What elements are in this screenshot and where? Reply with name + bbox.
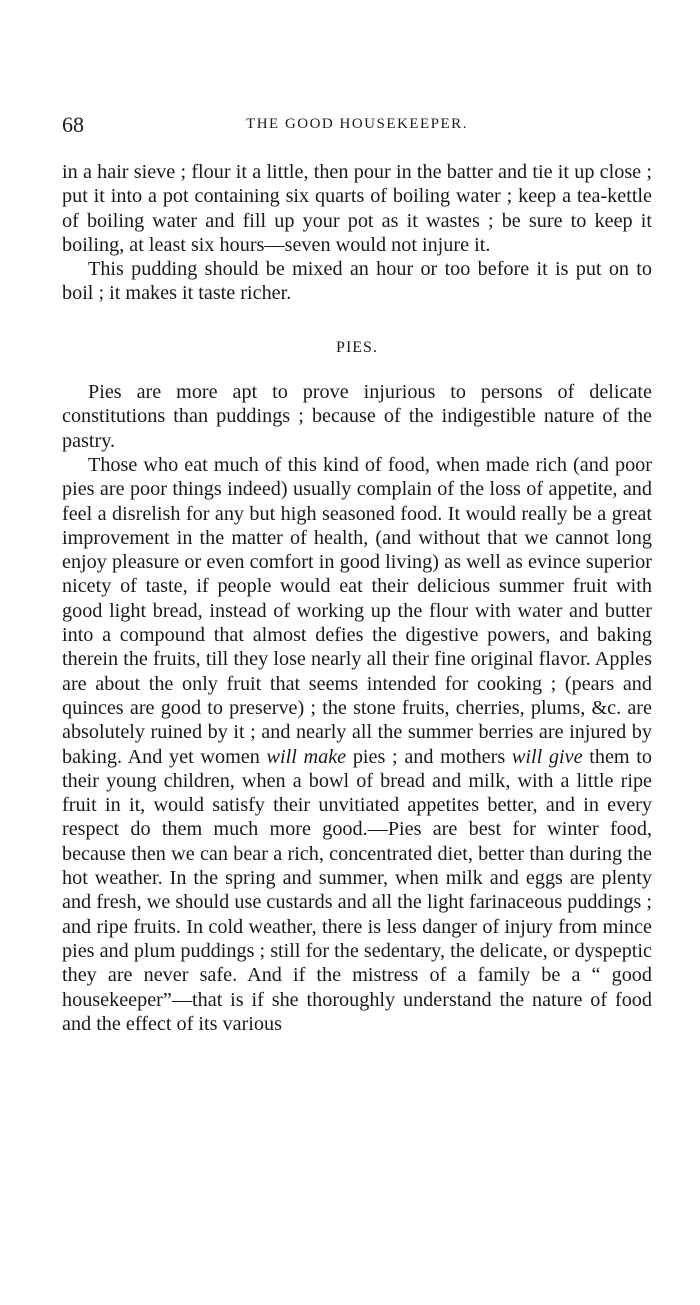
page-number: 68 [62,112,84,137]
page-body [62,160,652,1036]
text-run: them to their young children, when a bowl of bread and milk, with a little ripe fruit in it, would satisfy their unvitiated appetites better, and in every respect do them much more good.—Pies are best for winter food, because then we can bear a rich, concentrated diet, better than during the hot weather. In the spring and summer, when milk and eggs are plenty and fresh, we should use custards and all the light farinaceous puddings ; and ripe fruits. In cold weather, there is less danger of injury from mince pies and plum puddings ; still for the sedentary, the delicate, or dyspeptic they are never safe. And if the mistress of a family be a “ good housekeeper”—that is if she thoroughly understand the nature of food and the effect of its various [62,745,653,1035]
paragraph-pudding-note: This pudding should be mixed an hour or too before it is put on to boil ; it makes it taste richer. [62,258,652,305]
paragraph-continued: in a hair sieve ; flour it a little, then pour in the batter and tie it up close ; put it into a pot containing six quarts of boiling water ; keep a tea-kettle of boiling water and fill up your pot as it wastes ; be sure to keep it boiling, at least six hours—seven would not injure it. [62,161,652,256]
running-head: THE GOOD HOUSEKEEPER. [246,116,468,132]
page-header [62,112,652,142]
text-run: Those who eat much of this kind of food, when made rich (and poor pies are poor things indeed) usually complain of the loss of appetite, and feel a disrelish for any but high seasoned food. It would really be a great improvement in the matter of health, (and without that we cannot long enjoy pleasure or even comfort in good living) as well as evince superior nicety of taste, if people would eat their delicious summer fruit with good light bread, instead of working up the flour with water and butter into a compound that almost defies the digestive powers, and baking therein the fruits, till they lose nearly all their fine original flavor. Apples are about the only fruit that seems intended for cooking ; (pears and quinces are good to preserve) ; the stone fruits, cherries, plums, &c. are absolutely ruined by it ; and nearly all the summer berries are injured by baking. And yet women [62,453,652,768]
italic-run: will make [266,745,347,768]
paragraph-pies-intro: Pies are more apt to prove injurious to persons of delicate constitutions than puddings ; because of the indigestible nature of the pastry. [62,381,652,452]
text-run: pies ; and mothers [346,745,512,768]
italic-run: will give [511,745,583,768]
paragraph-pies-discussion [62,453,652,1036]
section-heading: PIES. [336,338,378,356]
